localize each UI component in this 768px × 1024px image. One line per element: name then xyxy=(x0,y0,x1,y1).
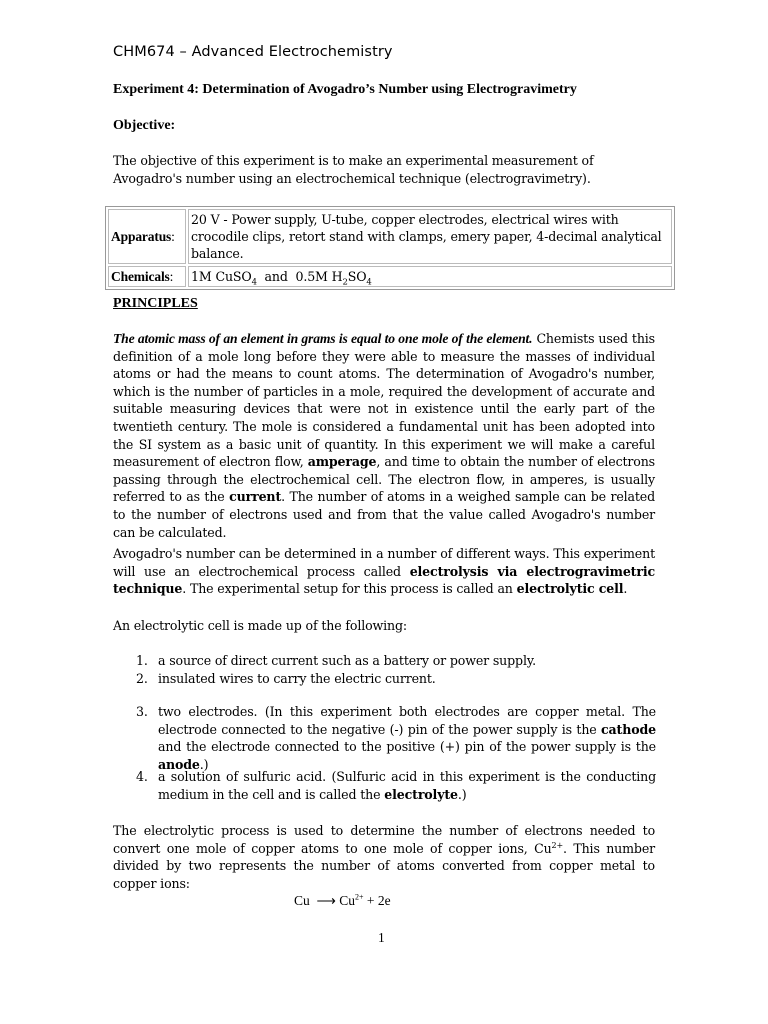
chem-so-sub: 4 xyxy=(366,277,372,288)
equation-sup: 2+ xyxy=(355,892,364,902)
chem-so: SO xyxy=(347,269,367,284)
p1-bold-amperage: amperage xyxy=(307,454,377,470)
chem-cuso-sub: 4 xyxy=(251,277,257,288)
closing-text-b: . This number divided by two represents the number of atoms converted from copper metal to copper ions: xyxy=(113,840,656,891)
course-header: CHM674 – Advanced Electrochemistry xyxy=(113,44,393,60)
objective-heading: Objective: xyxy=(113,118,176,133)
p1-text-e: . The number of atoms in a weighed sample can be related to the number of electrons used and from that the value called Avogadro's number can be calculated. xyxy=(113,489,655,540)
principles-heading: PRINCIPLES xyxy=(113,296,198,311)
apparatus-table xyxy=(105,206,675,290)
chemicals-value xyxy=(188,266,672,287)
p1-text-a: Chemists used this definition of a mole long before they were able to measure the masses of individual atoms or had the means to count atoms. The determination of Avogadro's number, which is the number of particles in a mole, required the development of accurate and suitable measuring devices that were not in existence until the early part of the twentieth century. The mole is considered a fundamental unit has been adopted into the SI system as a basic unit of quantity. In this experiment we will make a careful measurement of electron flow, xyxy=(113,331,655,470)
list-item-text: .) xyxy=(457,786,467,802)
equation-lhs: Cu ⟶ Cu xyxy=(294,893,355,908)
chem-and: and 0.5M H xyxy=(256,269,343,284)
list-number: 1. xyxy=(136,653,148,668)
closing-sup: 2+ xyxy=(551,840,564,850)
table-row xyxy=(108,266,672,287)
list-item xyxy=(136,652,656,670)
principles-paragraph-2 xyxy=(113,545,655,598)
p2-text-c: . The experimental setup for this process is called an xyxy=(182,581,517,597)
cathode-term: cathode xyxy=(601,721,656,737)
reaction-equation xyxy=(294,893,391,909)
principles-lead: The atomic mass of an element in grams is equal to one mole of the element. xyxy=(113,331,533,346)
p2-bold-electrolysis: electrolysis via electrogravimetric technique xyxy=(113,563,655,597)
list-item-text: and the electrode connected to the positive (+) pin of the power supply is the xyxy=(158,739,656,755)
list-item xyxy=(136,768,656,803)
table-row xyxy=(108,209,672,264)
page-number: 1 xyxy=(378,930,385,945)
p2-bold-electrolytic-cell: electrolytic cell xyxy=(516,581,624,597)
list-item-text: a source of direct current such as a battery or power supply. xyxy=(158,653,536,668)
list-item-text: two electrodes. (In this experiment both electrodes are copper metal. The electrode connected to the negative (-) pin of the power supply is the xyxy=(158,704,656,737)
p1-bold-current: current xyxy=(229,489,282,505)
p2-text-a: Avogadro's number can be determined in a number of different ways. This experiment will use an electrochemical process called xyxy=(113,546,655,579)
principles-paragraph-1 xyxy=(113,330,655,541)
closing-paragraph xyxy=(113,822,655,892)
apparatus-label: Apparatus xyxy=(111,229,172,244)
list-item-text: insulated wires to carry the electric current. xyxy=(158,671,436,686)
chem-h-sub: 2 xyxy=(342,277,348,288)
list-number: 4. xyxy=(136,769,148,784)
list-number: 2. xyxy=(136,671,148,686)
electrolyte-term: electrolyte xyxy=(384,786,458,802)
p1-text-c: , and time to obtain the number of electrons passing through the electrochemical cell. The electron flow, in amperes, is usually referred to as the xyxy=(113,454,655,505)
list-number: 3. xyxy=(136,704,148,719)
list-item-text: .) xyxy=(199,756,209,772)
chemicals-label: Chemicals xyxy=(111,269,170,284)
equation-rhs: + 2e xyxy=(363,893,391,908)
anode-term: anode xyxy=(158,756,200,772)
apparatus-label-cell: Apparatus: xyxy=(108,209,186,264)
principles-paragraph-3: An electrolytic cell is made up of the following: xyxy=(113,618,407,633)
experiment-title: Experiment 4: Determination of Avogadro’s Number using Electrogravimetry xyxy=(113,82,577,97)
p2-text-e: . xyxy=(623,581,628,597)
chem-cuso: 1M CuSO xyxy=(191,269,252,284)
list-item-text: a solution of sulfuric acid. (Sulfuric acid in this experiment is the conducting medium in the cell and is called the xyxy=(158,769,656,802)
list-item xyxy=(136,703,656,773)
objective-text: The objective of this experiment is to make an experimental measurement of Avogadro's number using an electrochemical technique (electrogravimetry). xyxy=(113,153,594,186)
apparatus-value: 20 V - Power supply, U-tube, copper electrodes, electrical wires with crocodile clips, retort stand with clamps, emery paper, 4-decimal analytical balance. xyxy=(188,209,672,264)
closing-text-a: The electrolytic process is used to determine the number of electrons needed to convert one mole of copper atoms to one mole of copper ions, Cu xyxy=(113,823,655,856)
chemicals-label-cell: Chemicals: xyxy=(108,266,186,287)
list-item xyxy=(136,670,656,688)
